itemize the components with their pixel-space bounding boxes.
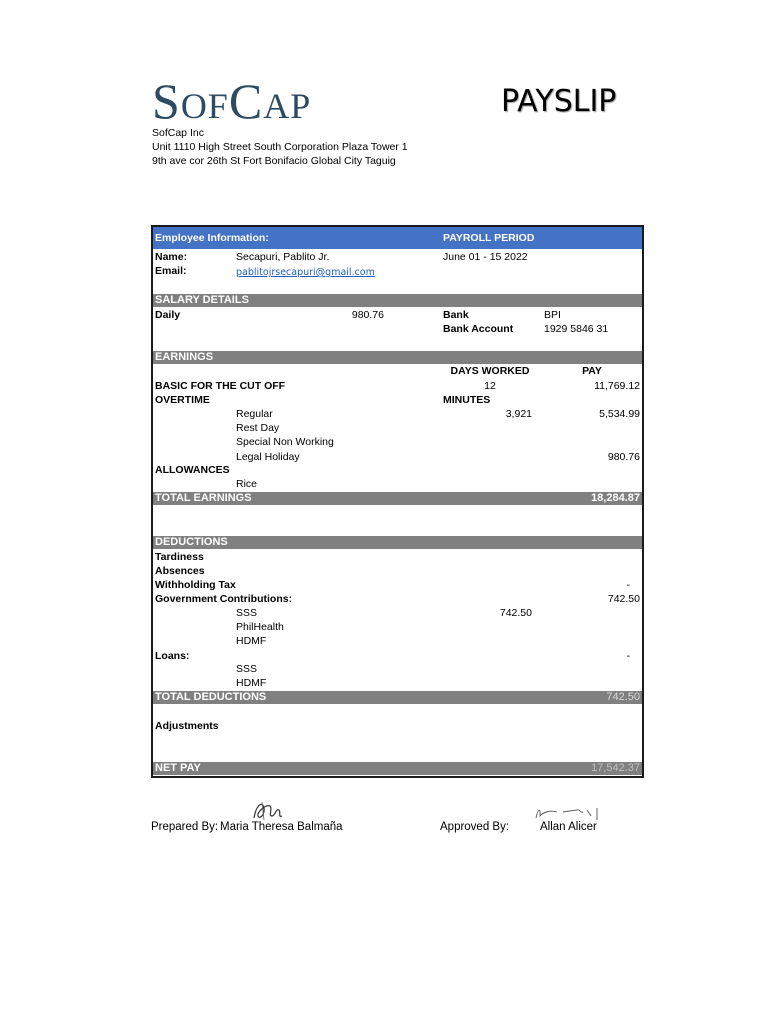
regular-minutes: 3,921 [505,408,532,420]
rest-day-label: Rest Day [236,422,280,434]
regular-label: Regular [236,408,273,420]
overtime-label: OVERTIME [155,394,210,406]
employee-info-label: Employee Information: [155,232,269,244]
daily-label: Daily [155,309,181,321]
legal-holiday-pay: 980.76 [607,451,640,463]
prepared-by-label: Prepared By: [151,821,219,833]
company-name: SofCap Inc [152,127,204,139]
loan-sss-label: SSS [236,663,258,675]
approved-by-label: Approved By: [440,821,510,833]
prepared-by-name: Maria Theresa Balmaña [220,821,343,833]
earnings-band [153,351,642,364]
total-deductions-label: TOTAL DEDUCTIONS [155,691,267,703]
email-label: Email: [155,265,187,277]
bank-value: BPI [544,309,561,321]
daily-value: 980.76 [351,309,384,321]
company-logo: SOFCAP [152,73,312,129]
total-earnings-value: 18,284.87 [591,492,640,504]
regular-pay: 5,534.99 [599,408,640,420]
net-pay-label: NET PAY [155,762,201,774]
earnings-header: EARNINGS [155,351,214,363]
payroll-period-value: June 01 - 15 2022 [443,251,528,263]
document-title: PAYSLIP [501,84,617,119]
deductions-header: DEDUCTIONS [155,536,228,548]
allowances-label: ALLOWANCES [155,464,230,476]
tardiness-label: Tardiness [155,551,204,563]
loan-hdmf-label: HDMF [236,677,267,689]
company-address-line1: Unit 1110 High Street South Corporation Plaza Tower 1 [152,141,408,153]
company-address-line2: 9th ave cor 26th St Fort Bonifacio Global City Taguig [152,155,396,167]
withholding-tax-value: - [626,579,630,591]
net-pay-value: 17,542.37 [591,762,640,774]
gov-contributions-label: Government Contributions: [155,593,293,605]
name-label: Name: [155,251,188,263]
adjustments-label: Adjustments [155,720,219,732]
hdmf-label: HDMF [236,635,267,647]
bank-account-label: Bank Account [443,323,514,335]
basic-days: 12 [484,380,496,392]
total-earnings-label: TOTAL EARNINGS [155,492,252,504]
loans-value: - [626,650,630,662]
gov-contributions-value: 742.50 [607,593,640,605]
minutes-label: MINUTES [443,394,491,406]
sss-value: 742.50 [499,607,532,619]
payroll-period-label: PAYROLL PERIOD [443,232,535,244]
rice-label: Rice [236,478,258,490]
sss-label: SSS [236,607,258,619]
philhealth-label: PhilHealth [236,621,284,633]
approved-by-signature-image [533,804,605,822]
withholding-tax-label: Withholding Tax [155,579,236,591]
basic-pay: 11,769.12 [594,380,640,392]
bank-account-value: 1929 5846 31 [544,323,609,335]
total-deductions-value: 742.50 [606,691,640,703]
absences-label: Absences [155,565,205,577]
email-link[interactable]: pablitojrsecapuri@gmail.com [236,267,375,278]
loans-label: Loans: [155,650,190,662]
name-value: Secapuri, Pablito Jr. [236,251,330,263]
days-worked-header: DAYS WORKED [450,365,530,377]
special-non-working-label: Special Non Working [236,436,334,448]
salary-details-header: SALARY DETAILS [155,294,249,306]
pay-header: PAY [582,365,602,377]
basic-label: BASIC FOR THE CUT OFF [155,380,286,392]
bank-label: Bank [443,309,469,321]
approved-by-name: Allan Alicer [540,821,597,833]
legal-holiday-label: Legal Holiday [236,451,300,463]
